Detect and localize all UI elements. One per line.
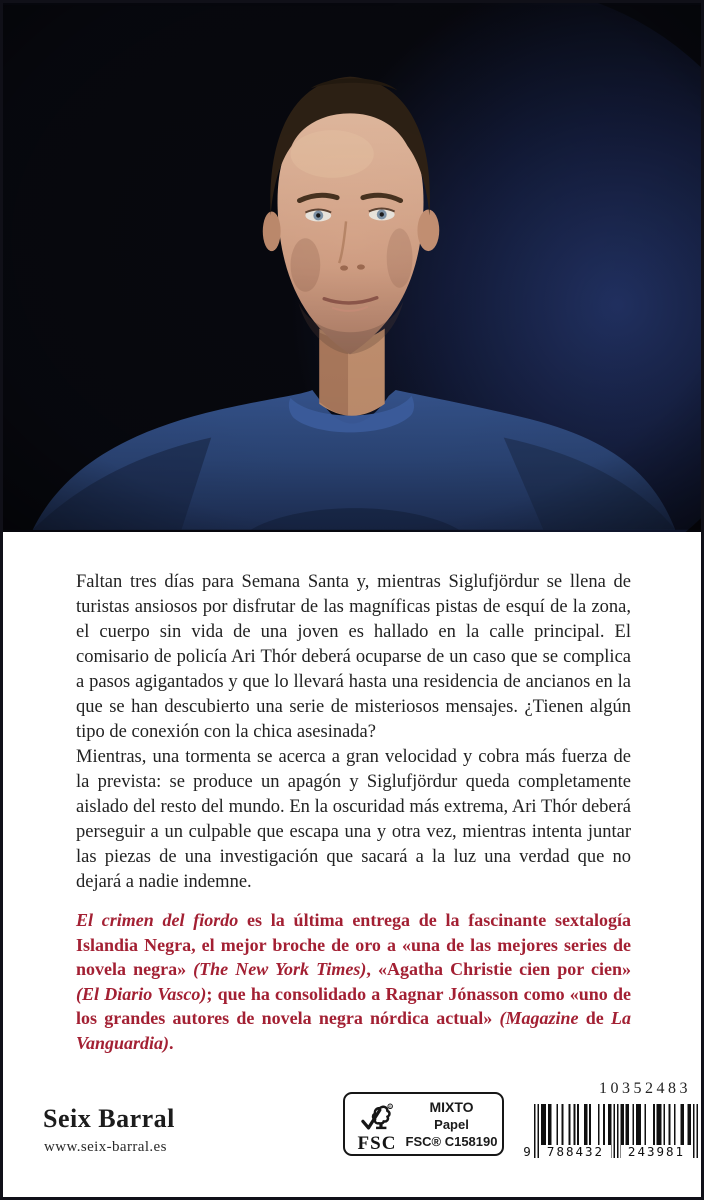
fsc-logo-text: FSC (357, 1133, 397, 1154)
ean-digit-group-1: 788432 (540, 1145, 611, 1159)
synopsis-paragraph-2: Mientras, una tormenta se acerca a gran velocidad y cobra más fuerza de la prevista: se produce un apagón y Siglufjördur queda completamente aislado del resto del mundo. En la oscuridad más extrema, Ari Thór deberá perseguir a un culpable que escapa una y otra vez, mientras intenta juntar las piezas de una investigación que sacará a la luz una verdad que no dejará a nadie indemne. (76, 747, 631, 892)
fsc-logo (345, 1094, 405, 1154)
ean-digit-group-2: 243981 (621, 1145, 692, 1159)
author-photo (3, 3, 701, 532)
fsc-tree-checkmark-icon (361, 1102, 393, 1135)
review-paragraph: El crimen del fiordo es la última entrega de la fascinante sextalogía Islandia Negra, el mejor broche de oro a «una de las mejores series de novela negra» (The New York Times), «Agatha Christie cien por cien» (El Diario Vasco); que ha consolidado a Ragnar Jónasson como «uno de los grandes autores de novela negra nórdica actual» (Magazine de La Vanguardia). (76, 910, 631, 1053)
product-code: 10352483 (599, 1080, 691, 1097)
author-portrait-illustration (3, 3, 701, 532)
fsc-certification-label (343, 1092, 504, 1156)
fsc-license-code: FSC® C158190 (405, 1134, 498, 1149)
publisher-website: www.seix-barral.es (44, 1139, 167, 1155)
back-cover-text (3, 532, 701, 1055)
fsc-label-papel: Papel (434, 1117, 469, 1132)
ean-barcode (523, 1104, 698, 1159)
fsc-label-mixto: MIXTO (429, 1099, 474, 1115)
publisher-logo: Seix Barral (43, 1104, 175, 1133)
synopsis-paragraph-1: Faltan tres días para Semana Santa y, mientras Siglufjördur se llena de turistas ansiosos por disfrutar de las magníficas pistas de esquí de la zona, el cuerpo sin vida de una joven es hallado en la calle principal. El comisario de policía Ari Thór deberá ocuparse de un caso que se complica a pasos agigantados y que lo llevará hasta una residencia de ancianos en la que se han descubierto una serie de misteriosos mensajes. ¿Tienen algún tipo de conexión con la chica asesinada? (76, 572, 631, 742)
ean-digit-prefix: 9 (523, 1144, 531, 1159)
svg-text:R: R (388, 1104, 392, 1109)
